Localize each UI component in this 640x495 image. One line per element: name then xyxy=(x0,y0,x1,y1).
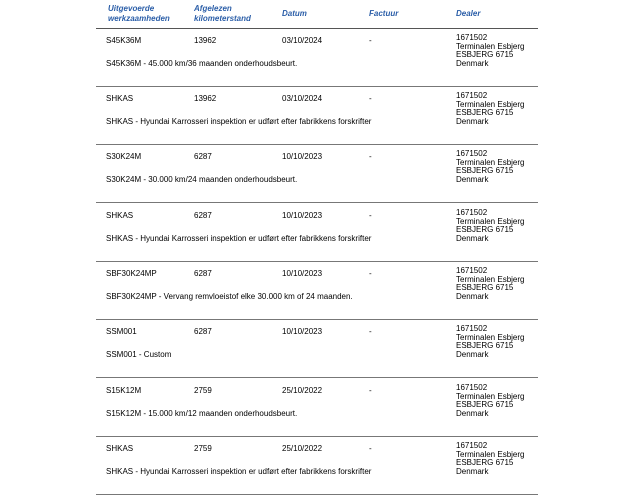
header-work-line2: werkzaamheden xyxy=(108,14,170,23)
dealer-line: Terminalen Esbjerg xyxy=(456,332,525,342)
mileage: 6287 xyxy=(194,269,212,278)
service-date: 03/10/2024 xyxy=(282,94,323,103)
table-row xyxy=(96,436,538,495)
service-date: 03/10/2024 xyxy=(282,36,323,45)
service-description: S15K12M - 15.000 km/12 maanden onderhoudsbeurt. xyxy=(106,409,298,418)
dealer-line: Terminalen Esbjerg xyxy=(456,391,525,401)
service-code: SHKAS xyxy=(106,444,134,453)
dealer-line: ESBJERG 6715 xyxy=(456,108,514,118)
dealer-line: Denmark xyxy=(456,466,489,476)
service-description: S30K24M - 30.000 km/24 maanden onderhoudsbeurt. xyxy=(106,175,298,184)
dealer-line: Denmark xyxy=(456,174,489,184)
header-km-line2: kilometerstand xyxy=(194,14,251,23)
dealer-info xyxy=(456,384,524,418)
service-description: S45K36M - 45.000 km/36 maanden onderhoudsbeurt. xyxy=(106,59,298,68)
dealer-info xyxy=(456,92,524,126)
dealer-line: 1671502 xyxy=(456,266,488,275)
invoice: - xyxy=(369,152,372,161)
dealer-line: Denmark xyxy=(456,58,489,68)
service-date: 10/10/2023 xyxy=(282,269,323,278)
mileage: 6287 xyxy=(194,152,212,161)
service-code: S15K12M xyxy=(106,386,142,395)
dealer-info xyxy=(456,442,524,476)
dealer-info xyxy=(456,34,524,68)
table-row xyxy=(96,378,538,437)
invoice: - xyxy=(369,386,372,395)
dealer-line: ESBJERG 6715 xyxy=(456,341,514,351)
service-code: S30K24M xyxy=(106,152,142,161)
dealer-info xyxy=(456,209,524,243)
dealer-line: ESBJERG 6715 xyxy=(456,458,514,468)
dealer-line: 1671502 xyxy=(456,441,488,450)
service-description: SHKAS - Hyundai Karrosseri inspektion er udført efter fabrikkens forskrifter xyxy=(106,467,372,476)
dealer-line: Terminalen Esbjerg xyxy=(456,449,525,459)
table-row xyxy=(96,203,538,262)
dealer-line: Terminalen Esbjerg xyxy=(456,216,525,226)
dealer-line: ESBJERG 6715 xyxy=(456,50,514,60)
table-row xyxy=(96,28,538,87)
mileage: 13962 xyxy=(194,36,217,45)
header-dealer: Dealer xyxy=(456,9,481,18)
dealer-line: Denmark xyxy=(456,349,489,359)
service-description: SHKAS - Hyundai Karrosseri inspektion er udført efter fabrikkens forskrifter xyxy=(106,234,372,243)
header-km xyxy=(194,4,251,24)
dealer-line: Terminalen Esbjerg xyxy=(456,157,525,167)
service-description: SSM001 - Custom xyxy=(106,350,172,359)
service-date: 10/10/2023 xyxy=(282,327,323,336)
service-code: SHKAS xyxy=(106,211,134,220)
dealer-line: Terminalen Esbjerg xyxy=(456,99,525,109)
service-description: SBF30K24MP - Vervang remvloeistof elke 30.000 km of 24 maanden. xyxy=(106,292,353,301)
dealer-line: 1671502 xyxy=(456,324,488,333)
dealer-line: 1671502 xyxy=(456,208,488,217)
invoice: - xyxy=(369,36,372,45)
invoice: - xyxy=(369,211,372,220)
dealer-line: Denmark xyxy=(456,233,489,243)
table-row xyxy=(96,86,538,145)
dealer-line: 1671502 xyxy=(456,383,488,392)
mileage: 6287 xyxy=(194,211,212,220)
service-date: 10/10/2023 xyxy=(282,152,323,161)
mileage: 2759 xyxy=(194,386,212,395)
service-code: SBF30K24MP xyxy=(106,269,157,278)
dealer-line: ESBJERG 6715 xyxy=(456,225,514,235)
table-header xyxy=(96,0,538,29)
service-code: S45K36M xyxy=(106,36,142,45)
dealer-line: 1671502 xyxy=(456,33,488,42)
table-row xyxy=(96,319,538,378)
service-date: 25/10/2022 xyxy=(282,444,323,453)
header-work-line1: Uitgevoerde xyxy=(108,4,155,13)
dealer-info xyxy=(456,150,524,184)
header-work xyxy=(108,4,170,24)
header-km-line1: Afgelezen xyxy=(194,4,232,13)
service-date: 10/10/2023 xyxy=(282,211,323,220)
table-row xyxy=(96,261,538,320)
invoice: - xyxy=(369,444,372,453)
dealer-line: ESBJERG 6715 xyxy=(456,166,514,176)
dealer-line: ESBJERG 6715 xyxy=(456,400,514,410)
dealer-line: Denmark xyxy=(456,408,489,418)
service-description: SHKAS - Hyundai Karrosseri inspektion er udført efter fabrikkens forskrifter xyxy=(106,117,372,126)
mileage: 6287 xyxy=(194,327,212,336)
service-code: SSM001 xyxy=(106,327,137,336)
dealer-line: Terminalen Esbjerg xyxy=(456,274,525,284)
service-code: SHKAS xyxy=(106,94,134,103)
dealer-info xyxy=(456,325,524,359)
dealer-line: Denmark xyxy=(456,116,489,126)
table-row xyxy=(96,144,538,203)
header-date: Datum xyxy=(282,9,307,18)
dealer-info xyxy=(456,267,524,301)
mileage: 2759 xyxy=(194,444,212,453)
mileage: 13962 xyxy=(194,94,217,103)
invoice: - xyxy=(369,327,372,336)
dealer-line: ESBJERG 6715 xyxy=(456,283,514,293)
dealer-line: Terminalen Esbjerg xyxy=(456,41,525,51)
dealer-line: 1671502 xyxy=(456,149,488,158)
dealer-line: Denmark xyxy=(456,291,489,301)
header-invoice: Factuur xyxy=(369,9,399,18)
dealer-line: 1671502 xyxy=(456,91,488,100)
invoice: - xyxy=(369,269,372,278)
service-date: 25/10/2022 xyxy=(282,386,323,395)
invoice: - xyxy=(369,94,372,103)
